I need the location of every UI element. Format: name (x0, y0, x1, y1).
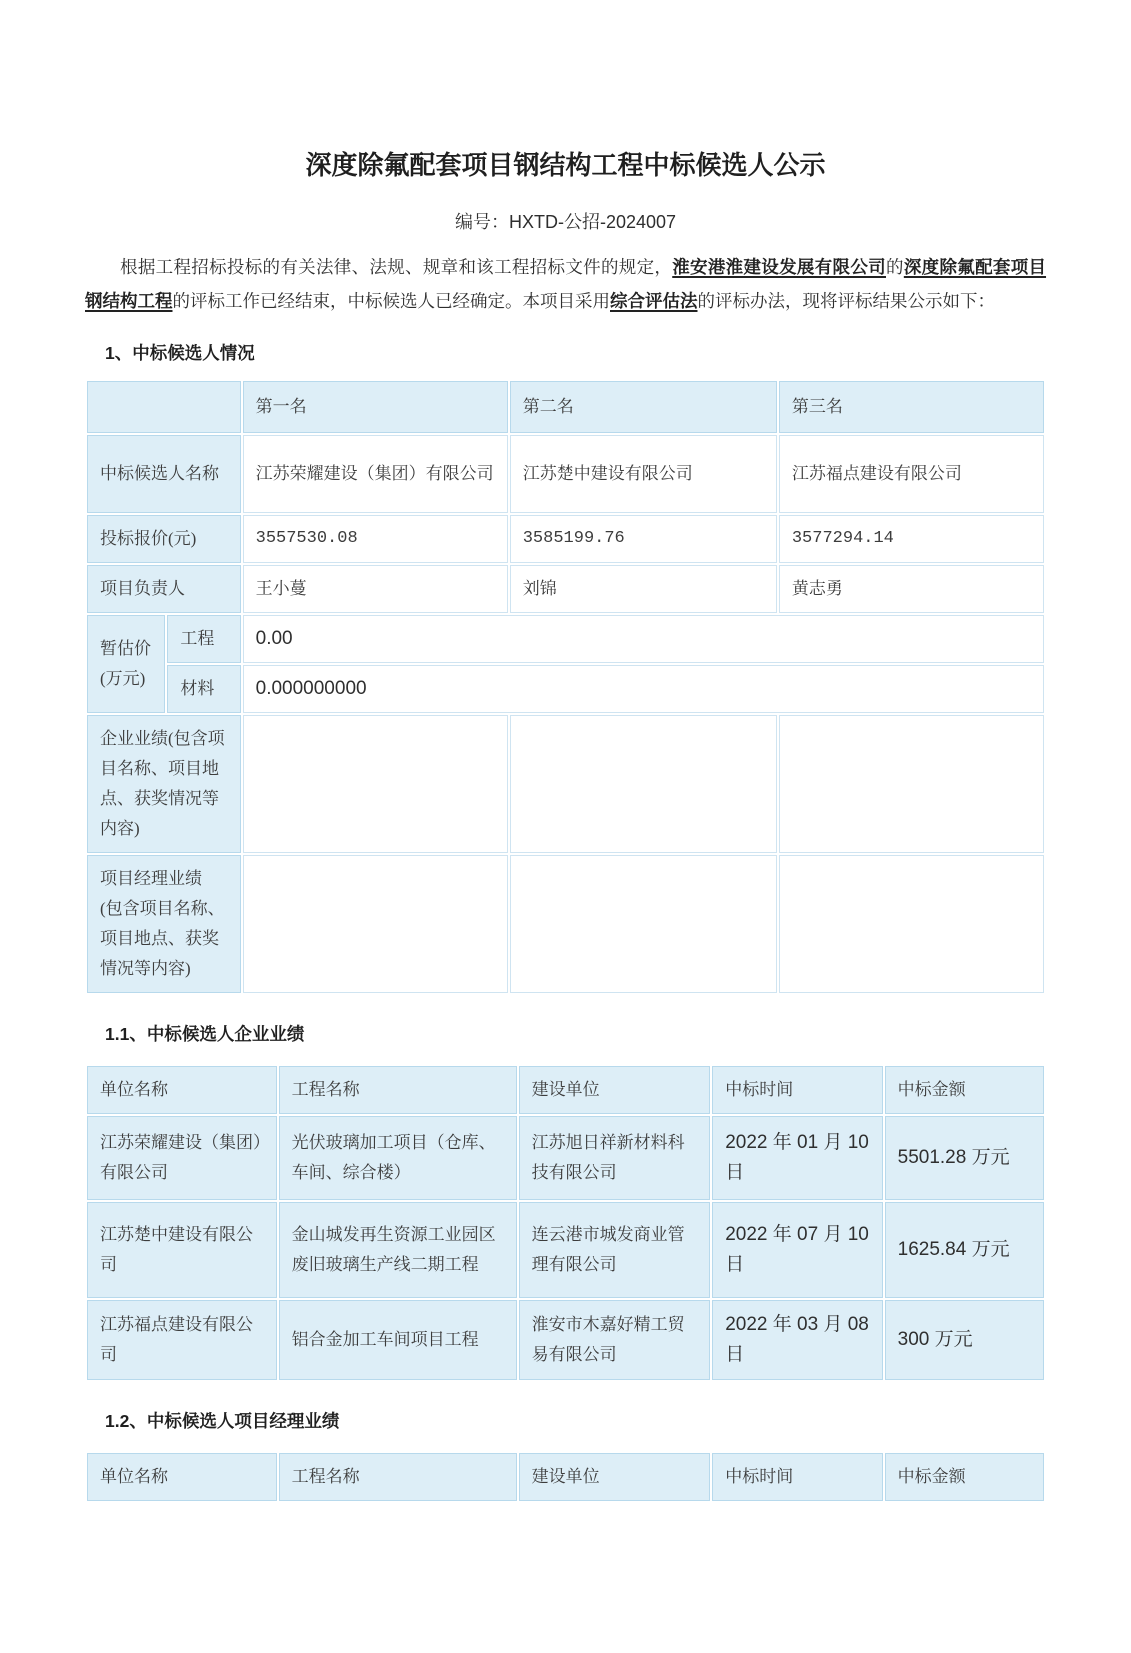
cell-project: 金山城发再生资源工业园区废旧玻璃生产线二期工程 (279, 1202, 517, 1298)
candidate-1-pm-performance (243, 855, 508, 993)
intro-paragraph (85, 250, 1046, 318)
cell-owner: 江苏旭日祥新材料科技有限公司 (519, 1116, 711, 1200)
col-header-date: 中标时间 (712, 1453, 882, 1501)
rank-2-header: 第二名 (510, 381, 777, 433)
candidate-1-manager: 王小蔓 (243, 565, 508, 613)
document-page (85, 0, 1046, 1653)
pm-performance-table (85, 1451, 1046, 1503)
intro-text: 根据工程招标投标的有关法律、法规、规章和该工程招标文件的规定， (120, 257, 673, 277)
candidate-3-name: 江苏福点建设有限公司 (779, 435, 1044, 513)
col-header-project: 工程名称 (279, 1066, 517, 1114)
candidate-2-manager: 刘锦 (510, 565, 777, 613)
table-row (87, 1202, 1044, 1298)
row-label: 项目经理业绩 (包含项目名称、项目地点、获奖情况等内容) (87, 855, 241, 993)
row-label: 企业业绩(包含项目名称、项目地点、获奖情况等内容) (87, 715, 241, 853)
candidate-3-manager: 黄志勇 (779, 565, 1044, 613)
provisional-label (87, 615, 165, 713)
table-header-row (87, 1066, 1044, 1114)
rank-3-header: 第三名 (779, 381, 1044, 433)
provisional-sub-label: 材料 (167, 665, 240, 713)
candidate-3-price: 3577294.14 (779, 515, 1044, 563)
table-row (87, 1300, 1044, 1380)
cell-date: 2022 年 03 月 08 日 (712, 1300, 882, 1380)
provisional-material-row (87, 665, 1044, 713)
provisional-sub-label: 工程 (167, 615, 240, 663)
project-manager-row (87, 565, 1044, 613)
intro-project-name: 深度除氟配套项目钢结构工程 (85, 257, 1047, 311)
cell-amount: 5501.28 万元 (885, 1116, 1044, 1200)
cell-company: 江苏福点建设有限公司 (87, 1300, 277, 1380)
bid-price-row (87, 515, 1044, 563)
cell-amount: 300 万元 (885, 1300, 1044, 1380)
candidate-name-row (87, 435, 1044, 513)
col-header-company: 单位名称 (87, 1066, 277, 1114)
col-header-amount: 中标金额 (885, 1066, 1044, 1114)
doc-number: 编号：HXTD-公招-2024007 (454, 212, 677, 232)
candidate-1-enterprise-performance (243, 715, 508, 853)
enterprise-performance-table (85, 1064, 1046, 1382)
col-header-amount: 中标金额 (885, 1453, 1044, 1501)
table-row (87, 1116, 1044, 1200)
candidate-2-enterprise-performance (510, 715, 777, 853)
cell-company: 江苏荣耀建设（集团）有限公司 (87, 1116, 277, 1200)
col-header-project: 工程名称 (279, 1453, 517, 1501)
rank-1-header: 第一名 (243, 381, 508, 433)
provisional-label-line1: 暂估价 (100, 639, 151, 658)
provisional-engineering-row (87, 615, 1044, 663)
candidate-3-pm-performance (779, 855, 1044, 993)
candidate-2-pm-performance (510, 855, 777, 993)
provisional-engineering-value: 0.00 (243, 615, 1044, 663)
col-header-owner: 建设单位 (519, 1453, 711, 1501)
candidate-1-name: 江苏荣耀建设（集团）有限公司 (243, 435, 508, 513)
cell-amount: 1625.84 万元 (885, 1202, 1044, 1298)
candidates-header-row (87, 381, 1044, 433)
section-1-heading: 1、中标候选人情况 (105, 343, 255, 363)
pm-performance-row (87, 855, 1044, 993)
candidate-1-price: 3557530.08 (243, 515, 508, 563)
intro-text: 的 (886, 257, 904, 277)
table-header-row (87, 1453, 1044, 1501)
col-header-owner: 建设单位 (519, 1066, 711, 1114)
intro-eval-method: 综合评估法 (610, 291, 698, 311)
candidate-2-name: 江苏楚中建设有限公司 (510, 435, 777, 513)
col-header-company: 单位名称 (87, 1453, 277, 1501)
cell-project: 铝合金加工车间项目工程 (279, 1300, 517, 1380)
row-label: 中标候选人名称 (87, 435, 241, 513)
cell-owner: 淮安市木嘉好精工贸易有限公司 (519, 1300, 711, 1380)
cell-date: 2022 年 07 月 10 日 (712, 1202, 882, 1298)
cell-date: 2022 年 01 月 10 日 (712, 1116, 882, 1200)
candidate-3-enterprise-performance (779, 715, 1044, 853)
col-header-date: 中标时间 (712, 1066, 882, 1114)
cell-project: 光伏玻璃加工项目（仓库、车间、综合楼） (279, 1116, 517, 1200)
page-title: 深度除氟配套项目钢结构工程中标候选人公示 (305, 151, 826, 180)
row-label: 项目负责人 (87, 565, 241, 613)
candidates-table (85, 379, 1046, 995)
intro-bidder-company: 淮安港淮建设发展有限公司 (672, 257, 886, 277)
intro-text: 的评标工作已经结束，中标候选人已经确定。本项目采用 (172, 291, 610, 311)
corner-cell (87, 381, 241, 433)
provisional-label-line2: (万元) (100, 669, 146, 688)
section-1-2-heading: 1.2、中标候选人项目经理业绩 (105, 1411, 340, 1431)
intro-text: 的评标办法，现将评标结果公示如下： (697, 291, 995, 311)
enterprise-performance-row (87, 715, 1044, 853)
provisional-material-value: 0.000000000 (243, 665, 1044, 713)
cell-owner: 连云港市城发商业管理有限公司 (519, 1202, 711, 1298)
section-1-1-heading: 1.1、中标候选人企业业绩 (105, 1024, 305, 1044)
candidate-2-price: 3585199.76 (510, 515, 777, 563)
cell-company: 江苏楚中建设有限公司 (87, 1202, 277, 1298)
row-label: 投标报价(元) (87, 515, 241, 563)
